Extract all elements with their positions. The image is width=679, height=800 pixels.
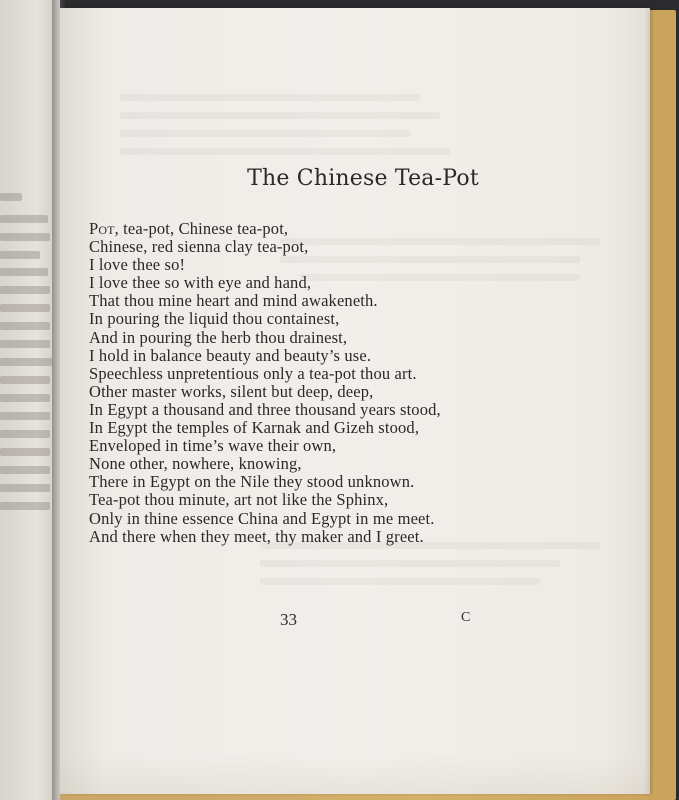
previous-page-edge xyxy=(0,0,60,800)
poem-line: Enveloped in time’s wave their own, xyxy=(89,436,337,456)
poem-line: Only in thine essence China and Egypt in me meet. xyxy=(89,508,435,528)
poem-line: In Egypt the temples of Karnak and Gizeh stood, xyxy=(89,418,420,438)
poem-line: In Egypt a thousand and three thousand years stood, xyxy=(89,399,441,419)
poem-line: Chinese, red sienna clay tea-pot, xyxy=(89,237,309,257)
poem-line: And there when they meet, thy maker and I greet. xyxy=(89,526,424,546)
poem-title: The Chinese Tea-Pot xyxy=(247,166,479,191)
page-number: 33 xyxy=(280,610,297,629)
poem-line xyxy=(89,220,629,238)
poem-line: There in Egypt on the Nile they stood unknown. xyxy=(89,472,415,492)
poem-line: Other master works, silent but deep, deep, xyxy=(89,381,374,401)
poem-line: Speechless unpretentious only a tea-pot thou art. xyxy=(89,363,417,383)
poem-opening-word: Pot xyxy=(89,219,115,238)
page-fore-edge xyxy=(644,8,650,794)
poem-line: I love thee so with eye and hand, xyxy=(89,273,312,293)
poem-line: That thou mine heart and mind awakeneth. xyxy=(89,291,378,311)
page-bottom-edge xyxy=(60,754,650,794)
previous-page-text-fragments xyxy=(0,0,60,800)
poem-line: I hold in balance beauty and beauty’s use. xyxy=(89,345,372,365)
poem-first-line-rest: , tea-pot, Chinese tea-pot, xyxy=(114,219,289,238)
poem-line: In pouring the liquid thou containest, xyxy=(89,309,340,329)
poem-line: None other, nowhere, knowing, xyxy=(89,454,302,474)
poem-line: I love thee so! xyxy=(89,255,186,275)
poem-line: And in pouring the herb thou drainest, xyxy=(89,327,348,347)
poem-line: Tea-pot thou minute, art not like the Sphinx, xyxy=(89,490,389,510)
poem-body xyxy=(89,220,629,546)
signature-mark: C xyxy=(461,610,471,625)
book-page xyxy=(60,8,650,794)
